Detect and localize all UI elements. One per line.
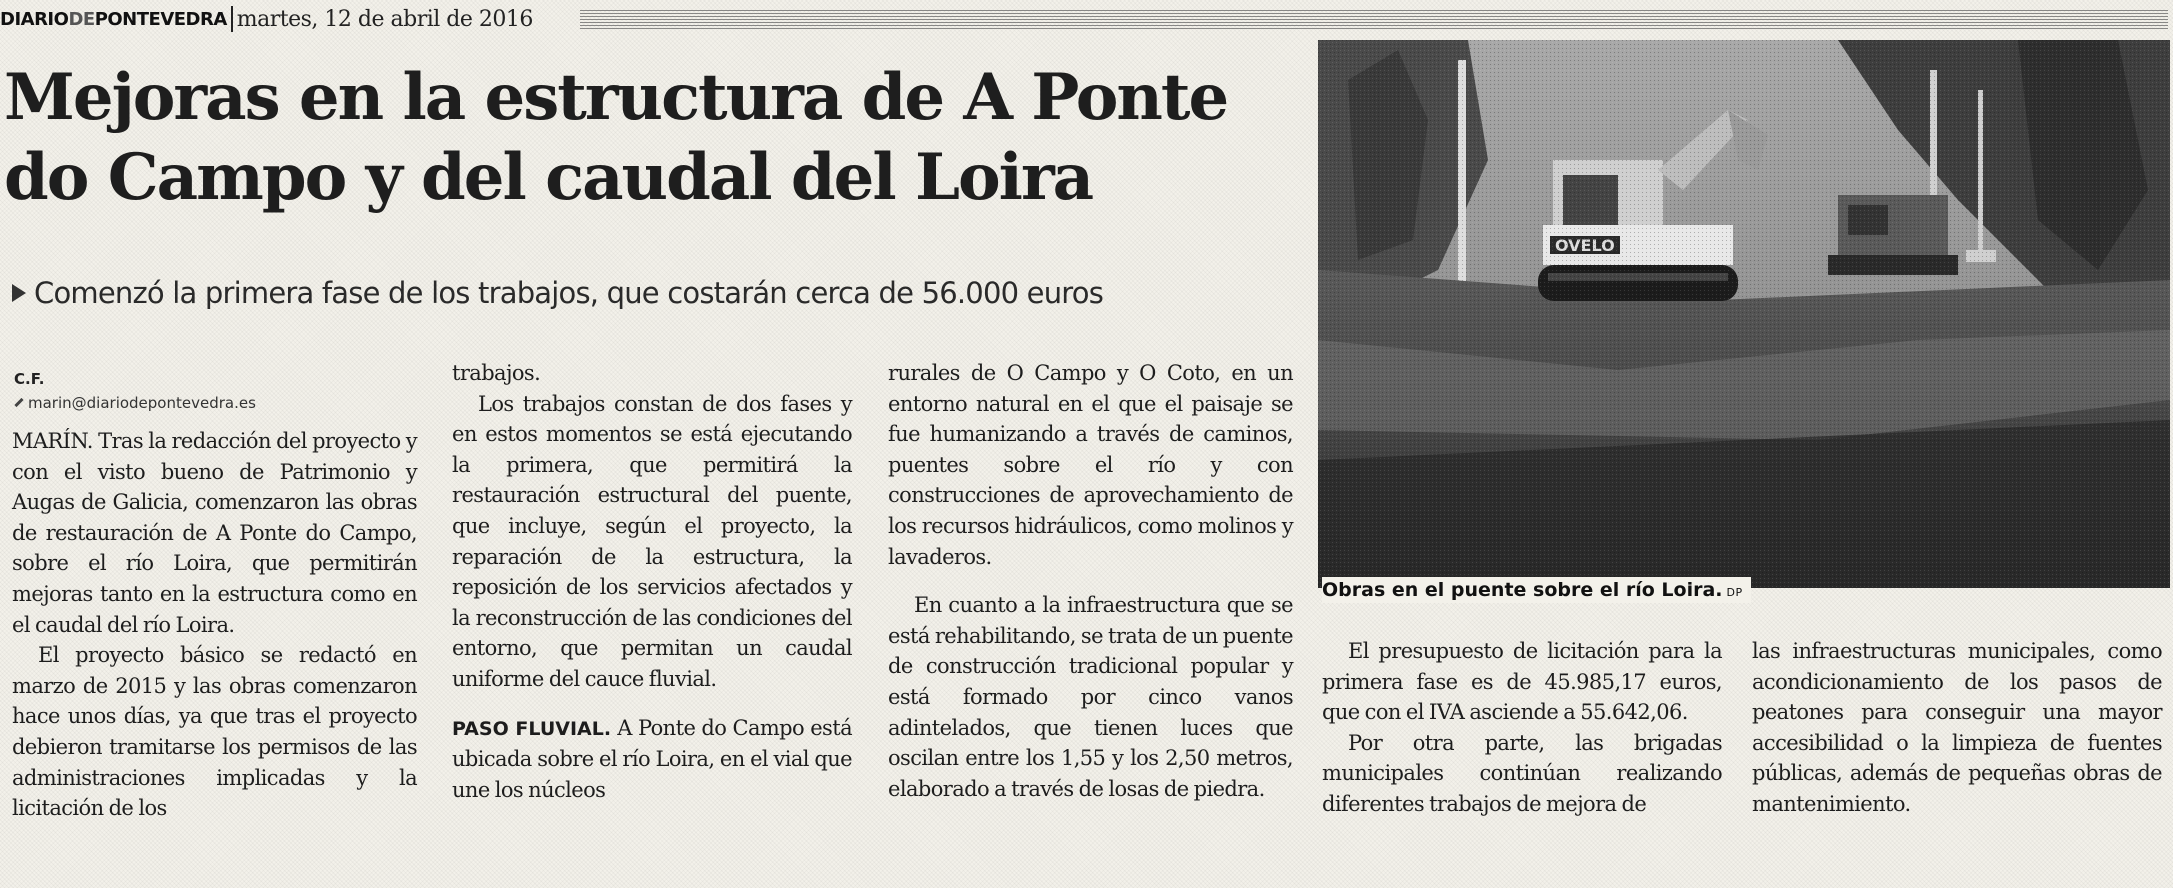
article-column-4 [1322,636,1722,820]
article-column-3 [888,358,1293,804]
headline-line-1: Mejoras en la estructura de A Ponte [4,60,1228,135]
subtitle-text: Comenzó la primera fase de los trabajos, que costarán cerca de 56.000 euros [34,276,1104,310]
brand-part-de: DE [68,8,95,30]
masthead-divider [231,6,233,32]
paragraph: MARÍN. Tras la redacción del proyecto y con el visto bueno de Patrimonio y Augas de Galicia, comenzaron las obras de restauración de A Ponte do Campo, sobre el río Loira, que permitirán mejoras tanto en la estructura como en el caudal del río Loira. [12,429,417,637]
paragraph: Por otra parte, las brigadas municipales continúan realizando diferentes trabajos de mejora de [1322,730,1722,816]
article-column-2 [452,358,852,805]
photo-caption [1322,577,1751,603]
masthead-rules [580,10,2168,30]
paragraph: las infraestructuras municipales, como acondicionamiento de los pasos de peatones para conseguir una mayor accesibilidad o la limpieza de fuentes públicas, además de pequeñas obras de mantenimiento. [1752,639,2162,816]
brand-part-diario: DIARIO [0,8,69,30]
author-email-text: marin@diariodepontevedra.es [28,394,256,412]
paragraph-paso-fluvial [452,713,852,806]
article-column-1 [12,426,417,824]
paragraph: El presupuesto de licitación para la primera fase es de 45.985,17 euros, que con el IVA asciende a 55.642,06. [1322,639,1722,725]
article-photo [1318,40,2170,588]
headline-line-2: do Campo y del caudal del Loira [4,140,1093,215]
author-email [14,394,434,412]
photo-caption-text: Obras en el puente sobre el río Loira. [1322,579,1723,601]
publication-date: martes, 12 de abril de 2016 [236,6,533,32]
photo-credit: DP [1726,586,1743,599]
excavator-photo-illustration [1318,40,2170,588]
paragraph: trabajos. [452,361,541,385]
brand-part-pontevedra: PONTEVEDRA [94,8,227,30]
article-subtitle [12,276,1312,310]
newspaper-brand [0,9,227,30]
paragraph: El proyecto básico se redactó en marzo de 2015 y las obras comenzaron hace unos días, ya que tras el proyecto debieron tramitarse los permisos de las administraciones implicadas y la licitación de los [12,643,417,821]
article-column-5 [1752,636,2162,820]
paragraph-text: A Ponte do Campo está ubicada sobre el río Loira, en el vial que une los núcleos [452,715,852,802]
article-headline [4,58,1304,218]
byline [14,370,434,412]
section-lead: PASO FLUVIAL. [452,717,612,740]
author-name: C.F. [14,370,45,388]
paragraph: rurales de O Campo y O Coto, en un entorno natural en el que el paisaje se fue humanizando a través de caminos, puentes sobre el río y con construcciones de aprovechamiento de los recursos hidráulicos, como molinos y lavaderos. [888,361,1293,569]
pen-icon [14,398,23,407]
masthead [0,2,533,36]
triangle-bullet-icon [12,284,26,302]
paragraph: Los trabajos constan de dos fases y en estos momentos se está ejecutando la primera, que permitirá la restauración estructural del puente, que incluye, según el proyecto, la reparación de la estructura, la reposición de los servicios afectados y la reconstrucción de las condiciones del entorno, que permitan un caudal uniforme del cauce fluvial. [452,391,852,691]
paragraph: En cuanto a la infraestructura que se está rehabilitando, se trata de un puente de construcción tradicional popular y está formado por cinco vanos adintelados, que tienen luces que oscilan entre los 1,55 y los 2,50 metros, elaborado a través de losas de piedra. [888,593,1293,801]
